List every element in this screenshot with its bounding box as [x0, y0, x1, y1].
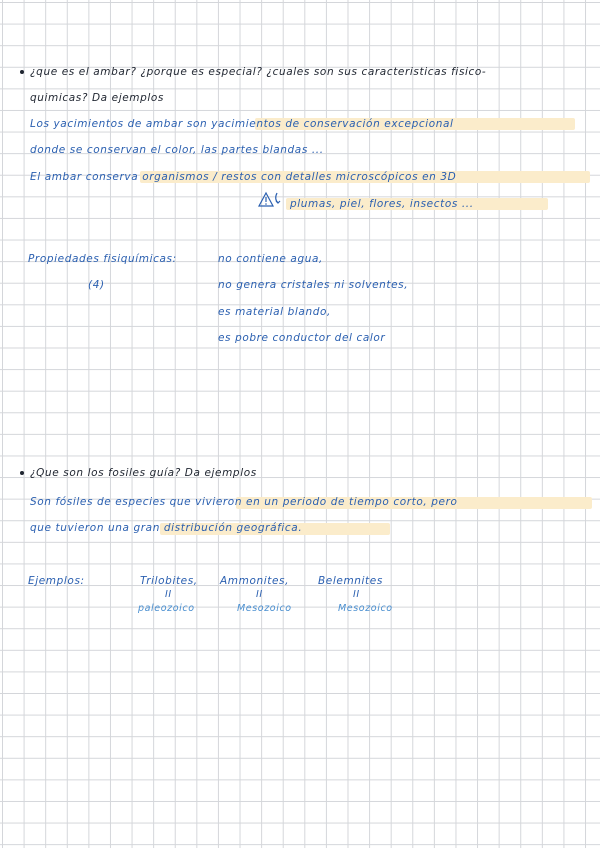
question-ambar-line2: quimicas? Da ejemplos	[30, 92, 164, 104]
example-name: Ammonites,	[220, 575, 290, 587]
equals-mark: II	[165, 589, 172, 600]
warning-triangle-icon	[258, 191, 284, 213]
answer-ambar-line3: El ambar conserva organismos / restos con detalles microscópicos en 3D	[30, 171, 457, 183]
example-name: Belemnites	[318, 575, 383, 587]
property-item: es pobre conductor del calor	[218, 332, 386, 344]
answer-ambar-line4: plumas, piel, flores, insectos ...	[290, 198, 474, 210]
equals-mark: II	[256, 589, 263, 600]
answer-ambar-line1: Los yacimientos de ambar son yacimientos de conservación excepcional	[30, 118, 454, 130]
bullet-point	[20, 70, 24, 74]
property-item: no contiene agua,	[218, 253, 323, 265]
property-item: no genera cristales ni solventes,	[218, 279, 409, 291]
bullet-point	[20, 471, 24, 475]
answer-ambar-line2: donde se conservan el color, las partes blandas ...	[30, 144, 324, 156]
answer-fosiles-line2: que tuvieron una gran distribución geográfica.	[30, 522, 303, 534]
example-name: Trilobites,	[140, 575, 198, 587]
examples-label: Ejemplos:	[28, 575, 85, 587]
properties-label: Propiedades fisiquímicas:	[28, 253, 177, 265]
example-era: paleozoico	[138, 603, 195, 614]
properties-count: (4)	[88, 279, 105, 291]
equals-mark: II	[353, 589, 360, 600]
example-era: Mesozoico	[237, 603, 292, 614]
example-era: Mesozoico	[338, 603, 393, 614]
property-item: es material blando,	[218, 306, 331, 318]
answer-fosiles-line1: Son fósiles de especies que vivieron en un periodo de tiempo corto, pero	[30, 496, 458, 508]
question-ambar-line1: ¿que es el ambar? ¿porque es especial? ¿cuales son sus caracteristicas fisico-	[30, 66, 487, 78]
question-fosiles-guia: ¿Que son los fosiles guía? Da ejemplos	[30, 467, 257, 479]
